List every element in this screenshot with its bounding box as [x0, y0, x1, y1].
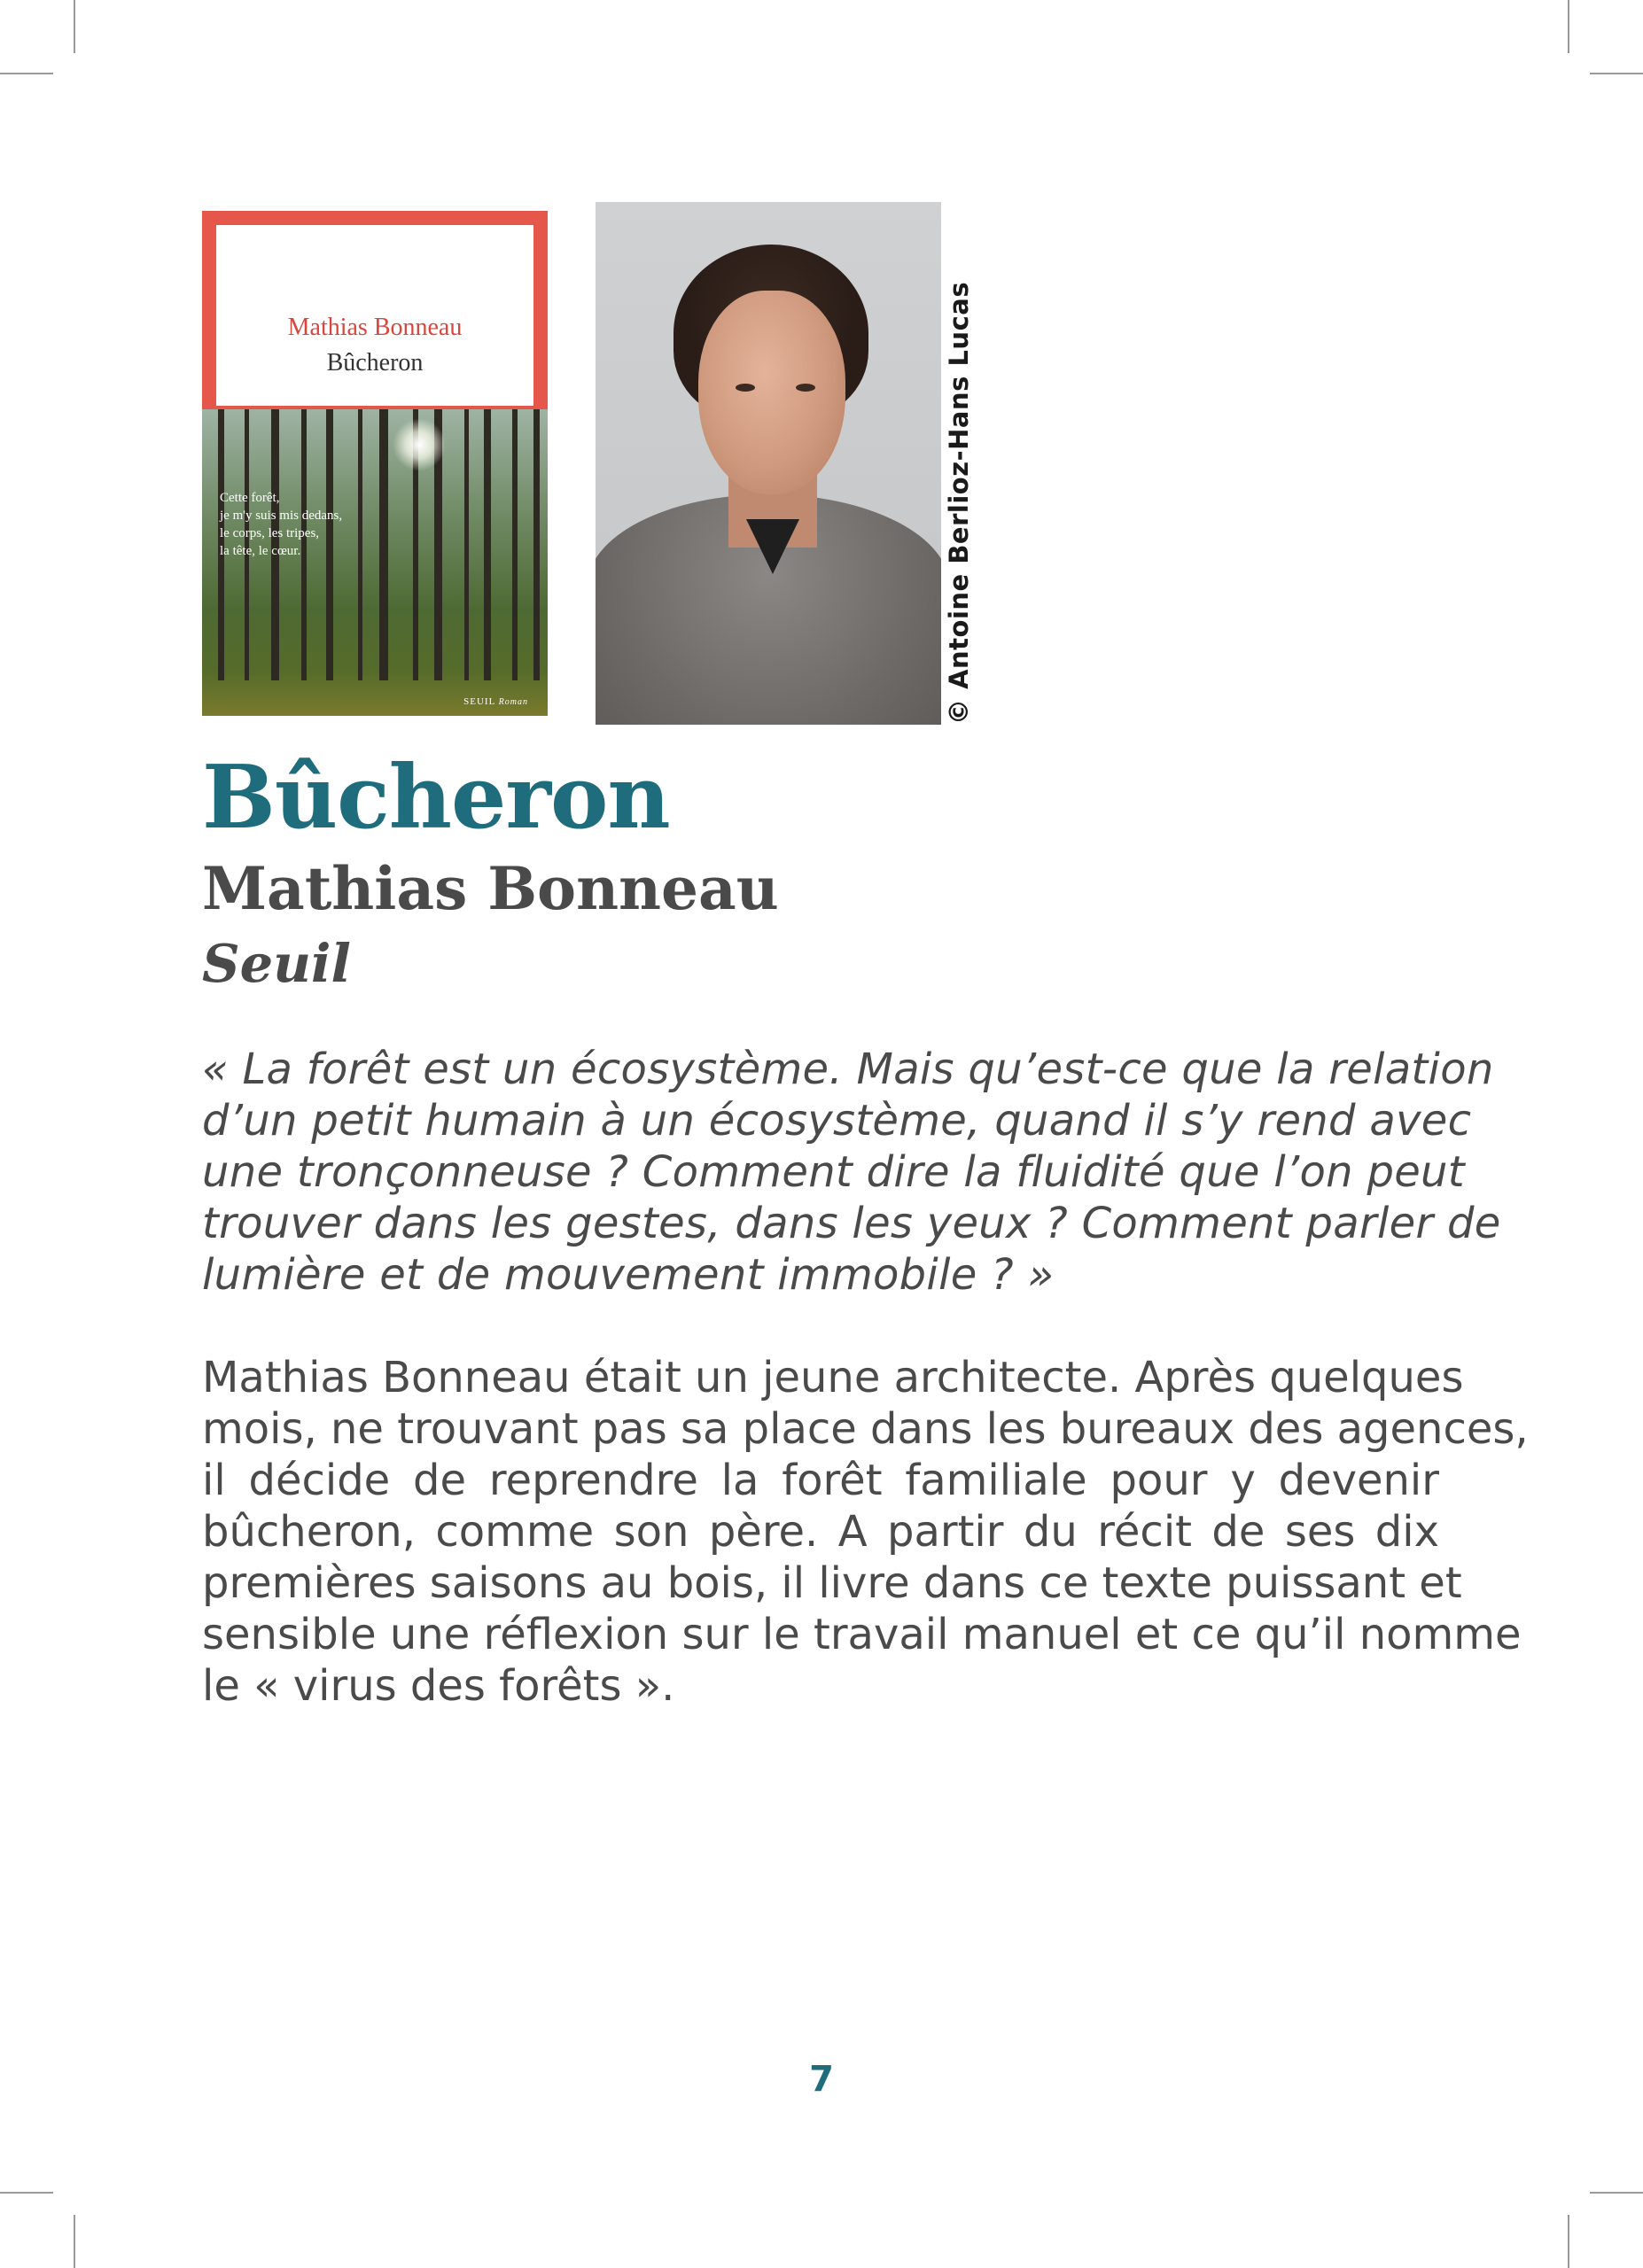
crop-mark-bottom-left-v [74, 2215, 75, 2268]
crop-mark-bottom-right-v [1568, 2215, 1569, 2268]
summary-line: bûcheron, comme son père. A partir du récit de ses dix [202, 1507, 1439, 1557]
quote-line: trouver dans les gestes, dans les yeux ? Comment parler de [202, 1199, 1501, 1248]
book-summary [202, 1352, 1529, 1712]
cover-publisher: SEUIL Roman [463, 696, 528, 707]
crop-mark-top-left-h [0, 73, 53, 74]
crop-mark-top-left-v [74, 0, 75, 53]
page-number: 7 [809, 2059, 834, 2100]
quote-line: d’un petit humain à un écosystème, quand il s’y rend avec [202, 1096, 1472, 1146]
summary-line: sensible une réflexion sur le travail manuel et ce qu’il nomme [202, 1610, 1522, 1659]
summary-line: le « virus des forêts ». [202, 1661, 675, 1711]
crop-mark-bottom-left-h [0, 2192, 53, 2194]
summary-line: il décide de reprendre la forêt familiale pour y devenir [202, 1456, 1439, 1505]
crop-mark-top-right-h [1590, 73, 1643, 74]
cover-forest-image [202, 409, 548, 716]
cover-sunlight [393, 418, 446, 471]
book-quote [202, 1044, 1501, 1301]
quote-line: lumière et de mouvement immobile ? » [202, 1250, 1055, 1300]
publisher-name: Seuil [202, 933, 351, 994]
cover-title-band [216, 225, 533, 406]
summary-line: mois, ne trouvant pas sa place dans les bureaux des agences, [202, 1404, 1529, 1454]
summary-line: premières saisons au bois, il livre dans ce texte puissant et [202, 1558, 1462, 1608]
quote-line: « La forêt est un écosystème. Mais qu’est-ce que la relation [202, 1045, 1494, 1094]
crop-mark-top-right-v [1568, 0, 1569, 53]
photo-credit: © Antoine Berlioz-Hans Lucas [944, 281, 974, 725]
cover-author: Mathias Bonneau [287, 314, 463, 341]
summary-line: Mathias Bonneau était un jeune architecte. Après quelques [202, 1353, 1464, 1402]
author-photo [596, 202, 941, 725]
author-name: Mathias Bonneau [202, 854, 779, 923]
book-title: Bûcheron [202, 747, 670, 849]
quote-line: une tronçonneuse ? Comment dire la fluidité que l’on peut [202, 1147, 1465, 1197]
crop-mark-bottom-right-h [1590, 2192, 1643, 2194]
cover-title: Bûcheron [326, 349, 424, 377]
book-cover [202, 211, 548, 716]
cover-quote: Cette forêt, je m'y suis mis dedans, le corps, les tripes, la tête, le cœur. [220, 491, 343, 558]
